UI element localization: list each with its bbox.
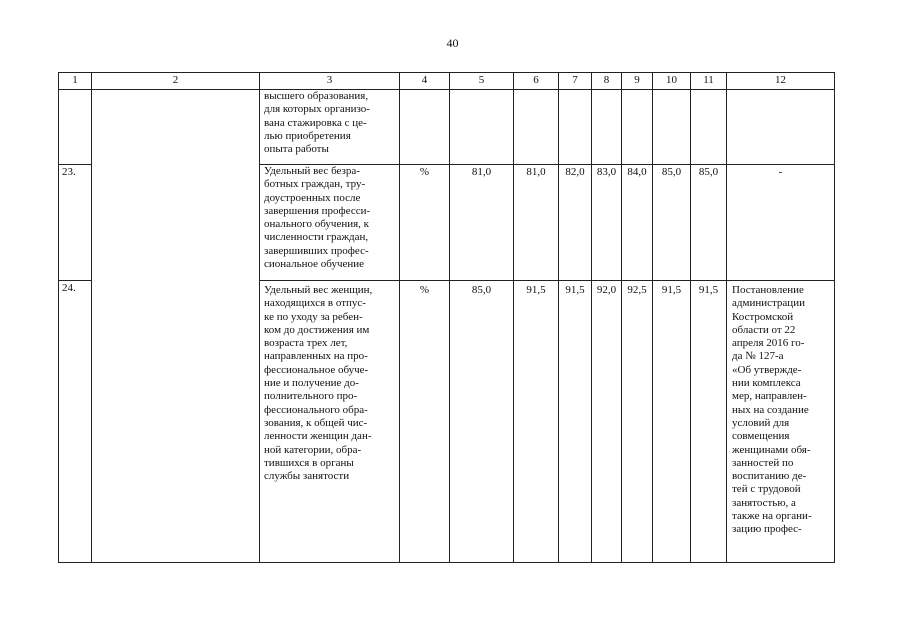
- unit-cell: [400, 90, 450, 165]
- column-header: 8: [592, 73, 622, 90]
- column-header: 6: [514, 73, 559, 90]
- table-row: [59, 90, 835, 165]
- value-cell: [514, 90, 559, 165]
- value-cell: 85,0: [691, 165, 727, 281]
- indicator-name-cell: [260, 90, 400, 165]
- value-cell: 85,0: [653, 165, 691, 281]
- column-header: 3: [260, 73, 400, 90]
- indicator-name-cell: [260, 281, 400, 563]
- unit-cell: %: [400, 165, 450, 281]
- value-cell: [691, 90, 727, 165]
- value-cell: 81,0: [514, 165, 559, 281]
- column-number-row: [59, 73, 835, 90]
- value-cell: 84,0: [622, 165, 653, 281]
- column-header: 2: [92, 73, 260, 90]
- indicator-name: Удельный вес безра- ботных граждан, тру- доустроенных после завершения професси- онального обучения, к численности граждан, завершивших профес- сиональное обучение: [264, 165, 371, 271]
- column-header: 12: [727, 73, 835, 90]
- value-cell: 91,5: [653, 281, 691, 563]
- value-cell: 81,0: [450, 165, 514, 281]
- row-number: [59, 90, 92, 165]
- column-header: 10: [653, 73, 691, 90]
- value-cell: 85,0: [450, 281, 514, 563]
- section-cell: [92, 90, 260, 563]
- source-cell: [727, 90, 835, 165]
- value-cell: [450, 90, 514, 165]
- indicators-table: [58, 72, 835, 563]
- row-number: 23.: [59, 165, 92, 281]
- value-cell: 83,0: [592, 165, 622, 281]
- value-cell: 82,0: [559, 165, 592, 281]
- value-cell: 91,5: [691, 281, 727, 563]
- unit-cell: %: [400, 281, 450, 563]
- column-header: 9: [622, 73, 653, 90]
- value-cell: 91,5: [514, 281, 559, 563]
- value-cell: 91,5: [559, 281, 592, 563]
- column-header: 5: [450, 73, 514, 90]
- row-number: 24.: [59, 281, 92, 563]
- source-cell: -: [727, 165, 835, 281]
- column-header: 7: [559, 73, 592, 90]
- source-cell: [727, 281, 835, 563]
- value-cell: [592, 90, 622, 165]
- source-text: Постановление администрации Костромской области от 22 апреля 2016 го- да № 127-а «Об утвержде- нии комплекса мер, направлен- ных на создание условий для совмещения женщинами обя- занностей по воспитанию де- тей с трудовой занятостью, а также на органи- зацию профес-: [732, 284, 812, 536]
- value-cell: 92,5: [622, 281, 653, 563]
- column-header: 4: [400, 73, 450, 90]
- value-cell: [622, 90, 653, 165]
- value-cell: [653, 90, 691, 165]
- column-header: 1: [59, 73, 92, 90]
- value-cell: [559, 90, 592, 165]
- column-header: 11: [691, 73, 727, 90]
- page-number: 40: [446, 36, 459, 50]
- indicator-name: Удельный вес женщин, находящихся в отпус- ке по уходу за ребен- ком до достижения им возраста трех лет, направленных на про- фессиональное обуче- ние и получение до- полнительного про- фессионального обра- зования, к общей чис- ленности женщин дан- ной категории, обра- тившихся в органы службы занятости: [264, 284, 373, 483]
- value-cell: 92,0: [592, 281, 622, 563]
- indicator-name-cell: [260, 165, 400, 281]
- indicator-name: высшего образования, для которых организо- вана стажировка с це- лью приобретения опыта работы: [264, 90, 370, 156]
